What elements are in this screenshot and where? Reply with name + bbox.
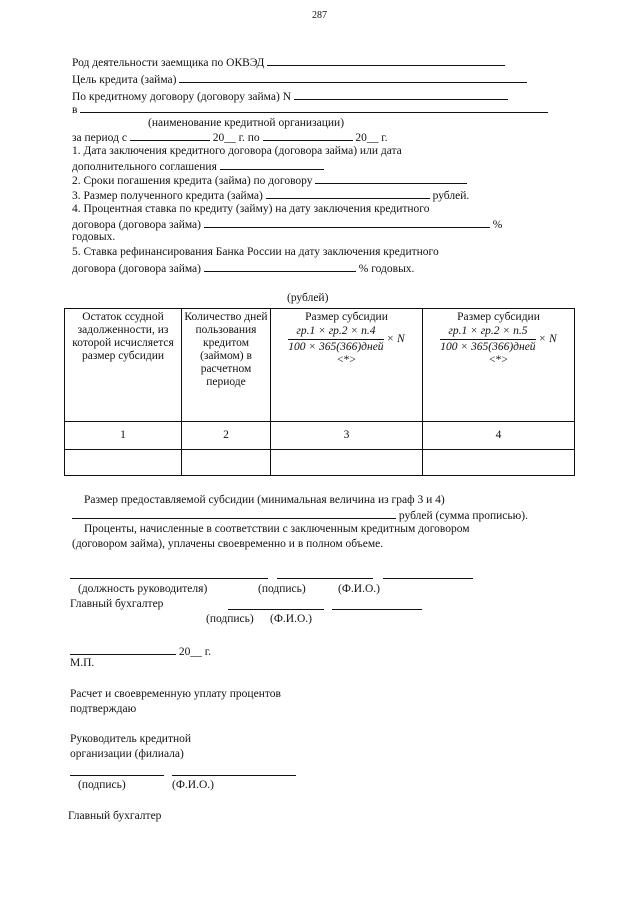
period-from-blank[interactable]	[130, 130, 210, 141]
col-3-times-n: × N	[386, 333, 405, 345]
purpose-blank[interactable]	[179, 72, 527, 83]
date-blank[interactable]	[70, 644, 176, 655]
data-cell-1[interactable]	[65, 450, 182, 476]
col-3-title: Размер субсидии	[305, 311, 388, 323]
data-cell-2[interactable]	[182, 450, 271, 476]
period-to-blank[interactable]	[263, 130, 353, 141]
date-line: 20__ г.	[70, 644, 211, 659]
chief-accountant-2-label: Главный бухгалтер	[68, 810, 162, 822]
purpose-label: Цель кредита (займа)	[72, 72, 527, 87]
item-1-line-b: дополнительного соглашения	[72, 159, 324, 174]
item-5-blank[interactable]	[204, 261, 356, 272]
col-4-note: <*>	[489, 354, 508, 366]
item-1-blank[interactable]	[220, 159, 324, 170]
col-3-formula	[288, 325, 383, 354]
stamp-label: М.П.	[70, 657, 95, 669]
okved-blank[interactable]	[267, 55, 505, 66]
col-number-2: 2	[182, 422, 271, 450]
item-3: 3. Размер полученного кредита (займа) рублей.	[72, 190, 470, 202]
signature-caption: (подпись)	[258, 583, 306, 595]
head-line-2: организации (филиала)	[70, 748, 184, 760]
item-1-line-a: 1. Дата заключения кредитного договора (договора займа) или дата	[72, 145, 402, 157]
page-number: 287	[312, 10, 327, 21]
okved-label: Род деятельности заемщика по ОКВЭД	[72, 55, 505, 70]
chief-accountant-label: Главный бухгалтер	[70, 598, 164, 610]
item-2-blank[interactable]	[315, 173, 467, 184]
col-4-formula	[440, 325, 535, 354]
confirm-line-2: подтверждаю	[70, 703, 137, 715]
col-3-denominator: 100 × 365(366)дней	[288, 341, 384, 353]
position-line[interactable]	[70, 578, 268, 579]
data-cell-4[interactable]	[423, 450, 575, 476]
chief-fio-caption: (Ф.И.О.)	[270, 613, 312, 625]
position-caption: (должность руководителя)	[78, 583, 208, 595]
col-number-4: 4	[423, 422, 575, 450]
header-col-3	[271, 309, 423, 422]
item-4-line-c: годовых.	[72, 231, 116, 243]
item-4-line-a: 4. Процентная ставка по кредиту (займу) на дату заключения кредитного	[72, 203, 430, 215]
table-unit: (рублей)	[287, 292, 329, 304]
item-2: 2. Сроки погашения кредита (займа) по договору	[72, 173, 467, 188]
contract-number-blank[interactable]	[294, 89, 508, 100]
confirm-line-1: Расчет и своевременную уплату процентов	[70, 688, 281, 700]
item-4-line-b: договора (договора займа) %	[72, 219, 503, 231]
bank-in-label: в	[72, 102, 548, 117]
bank-name-blank[interactable]	[80, 102, 548, 113]
chief-signature-caption: (подпись)	[206, 613, 254, 625]
head-fio-line[interactable]	[172, 775, 296, 776]
period-line: за период с 20__ г. по 20__ г.	[72, 132, 388, 144]
head-signature-line[interactable]	[70, 775, 164, 776]
head-signature-caption: (подпись)	[78, 779, 126, 791]
subsidy-amount-blank[interactable]	[72, 508, 396, 519]
col-4-title: Размер субсидии	[457, 311, 540, 323]
col-3-note: <*>	[337, 354, 356, 366]
item-5-line-b: договора (договора займа) % годовых.	[72, 263, 415, 275]
fio-caption: (Ф.И.О.)	[338, 583, 380, 595]
header-col-1: Остаток ссудной задолженности, из которой исчисляется размер субсидии	[65, 309, 182, 422]
item-5-line-a: 5. Ставка рефинансирования Банка России на дату заключения кредитного	[72, 246, 439, 258]
col-4-times-n: × N	[538, 333, 557, 345]
header-col-4	[423, 309, 575, 422]
signature-line[interactable]	[277, 578, 373, 579]
summary-line-2: рублей (сумма прописью).	[72, 508, 528, 523]
fio-line[interactable]	[383, 578, 473, 579]
subsidy-table	[64, 308, 575, 476]
item-4-blank[interactable]	[204, 217, 490, 228]
bank-caption: (наименование кредитной организации)	[148, 117, 345, 129]
summary-line-3: Проценты, начисленные в соответствии с заключенным кредитным договором	[84, 523, 470, 535]
col-4-denominator: 100 × 365(366)дней	[440, 341, 536, 353]
summary-line-1: Размер предоставляемой субсидии (минимальная величина из граф 3 и 4)	[84, 494, 445, 506]
chief-fio-line[interactable]	[332, 609, 422, 610]
head-fio-caption: (Ф.И.О.)	[172, 779, 214, 791]
col-number-1: 1	[65, 422, 182, 450]
col-4-numerator: гр.1 × гр.2 × п.5	[440, 325, 535, 340]
contract-number-label: По кредитному договору (договору займа) N	[72, 89, 508, 104]
data-cell-3[interactable]	[271, 450, 423, 476]
col-3-numerator: гр.1 × гр.2 × п.4	[288, 325, 383, 340]
header-col-2: Количество дней пользования кредитом (займом) в расчетном периоде	[182, 309, 271, 422]
chief-signature-line[interactable]	[228, 609, 324, 610]
col-number-3: 3	[271, 422, 423, 450]
head-line-1: Руководитель кредитной	[70, 733, 192, 745]
summary-line-4: (договором займа), уплачены своевременно и в полном объеме.	[72, 538, 384, 550]
item-3-blank[interactable]	[266, 188, 430, 199]
